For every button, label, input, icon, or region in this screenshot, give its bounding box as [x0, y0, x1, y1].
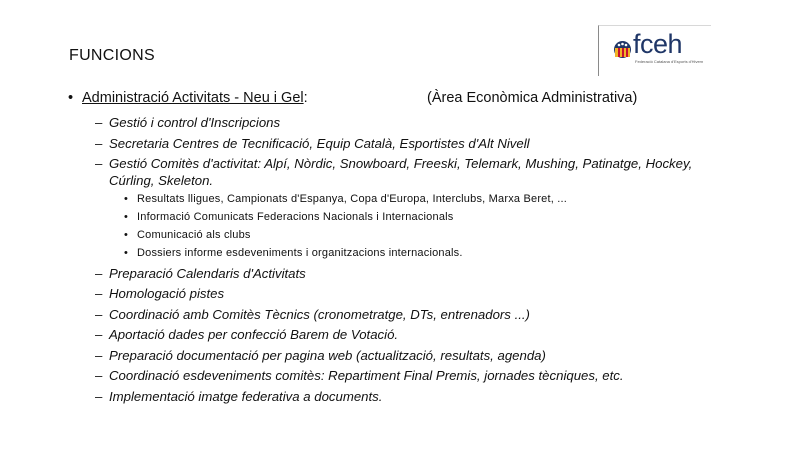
nested-list-item: • Comunicació als clubs [124, 229, 251, 241]
nested-list [109, 192, 719, 261]
list-item: – Implementació imatge federativa a documents. [95, 388, 383, 404]
page-title: FUNCIONS [69, 47, 155, 64]
nested-list-item: • Dossiers informe esdeveniments i organitzacions internacionals. [124, 247, 463, 259]
nested-list-item: • Resultats lligues, Campionats d'Espanya, Copa d'Europa, Interclubs, Marxa Beret, ... [124, 193, 568, 205]
list-item: – Preparació documentació per pagina web (actualització, resultats, agenda) [95, 347, 546, 363]
list-item: – Gestió Comitès d'activitat: Alpí, Nòrdic, Snowboard, Freeski, Telemark, Mushing, Patinatge, Hockey, Cúrling, Skeleton. • Resultats lligues, Campionats d'Espanya, Copa d'Europa, Interclubs, Marxa Beret, ... • Informació Comunicats Federacions Nacionals i Internacionals • Comunicació als clubs • Dossiers informe esdeveniments i organitzacions internacionals. [68, 155, 719, 261]
list-item: – Homologació pistes [95, 286, 225, 301]
logo-subtitle: Federació Catalana d'Esports d'Hivern [635, 59, 704, 64]
area-label: (Àrea Econòmica Administrativa) [427, 90, 638, 106]
main-item-colon: : [303, 90, 308, 106]
list-item: – Coordinació esdeveniments comitès: Repartiment Final Premis, jornades tècniques, etc. [95, 368, 624, 383]
nested-list-item: • Informació Comunicats Federacions Nacionals i Internacionals [124, 211, 454, 223]
fceh-emblem-icon [613, 40, 632, 59]
bullet: • [68, 90, 74, 106]
list-item: – Coordinació amb Comitès Tècnics (cronometratge, DTs, entrenadors ...) [95, 306, 530, 322]
list-item: – Preparació Calendaris d'Activitats [95, 265, 306, 281]
fceh-logo [598, 25, 711, 76]
list-item: – Gestió i control d'Inscripcions [95, 115, 281, 130]
list-item: – Aportació dades per confecció Barem de Votació. [95, 327, 399, 342]
sub-list [68, 114, 768, 405]
main-bullet-item [68, 90, 768, 110]
list-item: – Secretaria Centres de Tecnificació, Equip Català, Esportistes d'Alt Nivell [95, 135, 530, 151]
main-item-label: Administració Activitats - Neu i Gel [82, 90, 304, 106]
logo-wordmark: fceh [633, 29, 683, 59]
functions-list [68, 90, 768, 408]
